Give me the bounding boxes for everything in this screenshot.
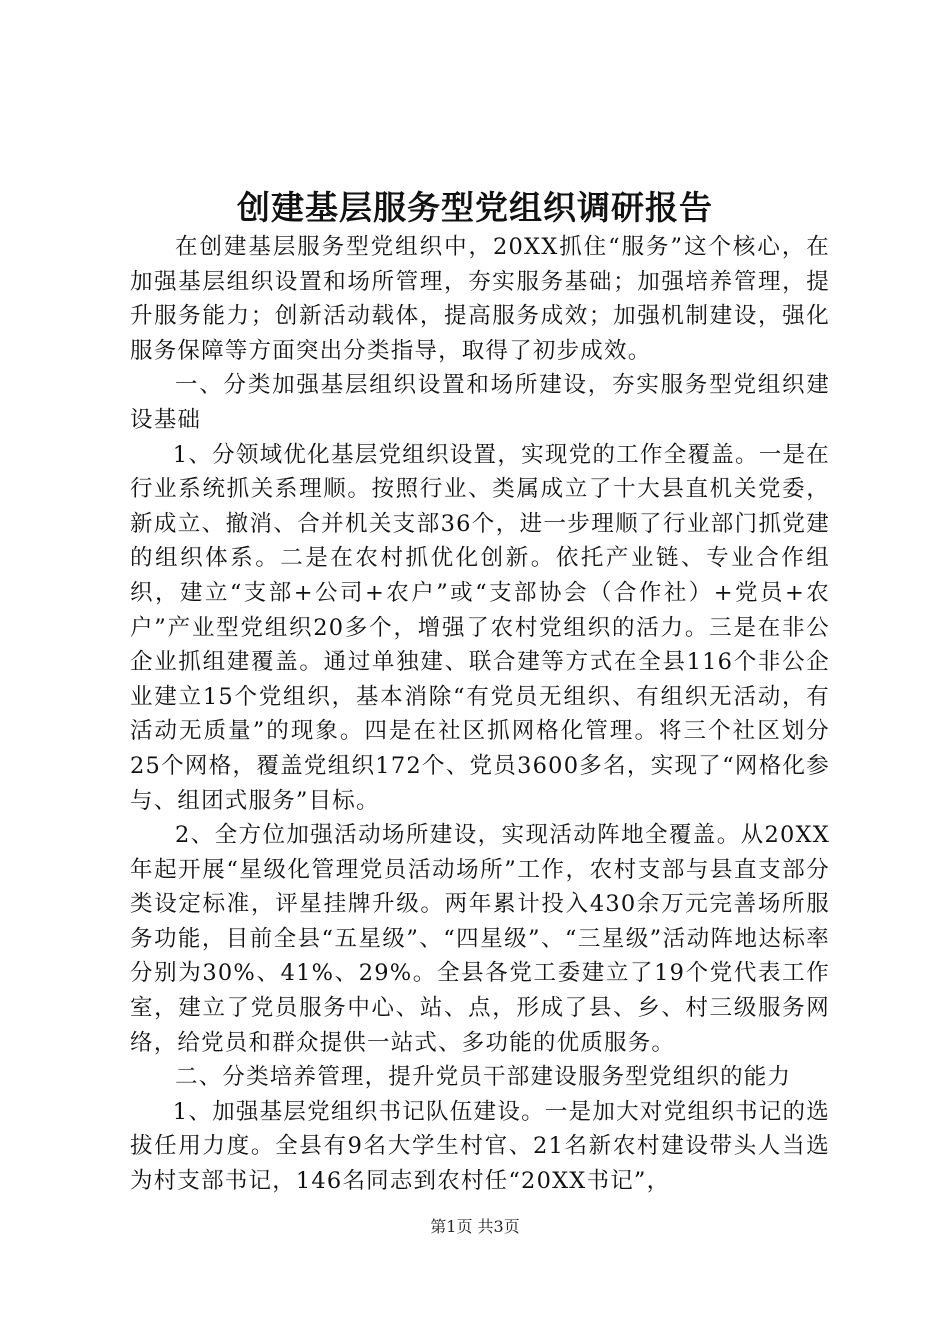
paragraph-intro: 在创建基层服务型党组织中，20XX抓住“服务”这个核心，在加强基层组织设置和场所管理，夯实服务基础；加强培养管理，提升服务能力；创新活动载体，提高服务成效；加强机制建设，强化服务保障等方面突出分类指导，取得了初步成效。 xyxy=(130,234,830,364)
paragraph-1-2: 2、全方位加强活动场所建设，实现活动阵地全覆盖。从20XX年起开展“星级化管理党员活动场所”工作，农村支部与县直支部分类设定标准，评星挂牌升级。两年累计投入430余万元完善场所服务功能，目前全县“五星级”、“四星级”、“三星级”活动阵地达标率分别为30%、41%、29%。全县各党工委建立了19个党代表工作室，建立了党员服务中心、站、点，形成了县、乡、村三级服务网络，给党员和群众提供一站式、多功能的优质服务。 xyxy=(130,822,830,1056)
document-body xyxy=(130,230,830,1199)
section-heading-1: 一、分类加强基层组织设置和场所建设，夯实服务型党组织建设基础 xyxy=(130,372,830,433)
page-footer: 第1页 共3页 xyxy=(430,1217,520,1236)
paragraph-1-1: 1、分领域优化基层党组织设置，实现党的工作全覆盖。一是在行业系统抓关系理顺。按照行业、类属成立了十大县直机关党委，新成立、撤消、合并机关支部36个，进一步理顺了行业部门抓党建的组织体系。二是在农村抓优化创新。依托产业链、专业合作组织，建立“支部+公司+农户”或“支部协会（合作社）+党员+农户”产业型党组织20多个，增强了农村党组织的活力。三是在非公企业抓组建覆盖。通过单独建、联合建等方式在全县116个非公企业建立15个党组织，基本消除“有党员无组织、有组织无活动，有活动无质量”的现象。四是在社区抓网格化管理。将三个社区划分25个网格，覆盖党组织172个、党员3600多名，实现了“网格化参与、组团式服务”目标。 xyxy=(130,441,830,814)
document-title: 创建基层服务型党组织调研报告 xyxy=(237,188,713,227)
paragraph-2-1: 1、加强基层党组织书记队伍建设。一是加大对党组织书记的选拔任用力度。全县有9名大学生村官、21名新农村建设带头人当选为村支部书记，146名同志到农村任“20XX书记”， xyxy=(130,1098,830,1195)
section-heading-2: 二、分类培养管理，提升党员干部建设服务型党组织的能力 xyxy=(175,1064,792,1091)
